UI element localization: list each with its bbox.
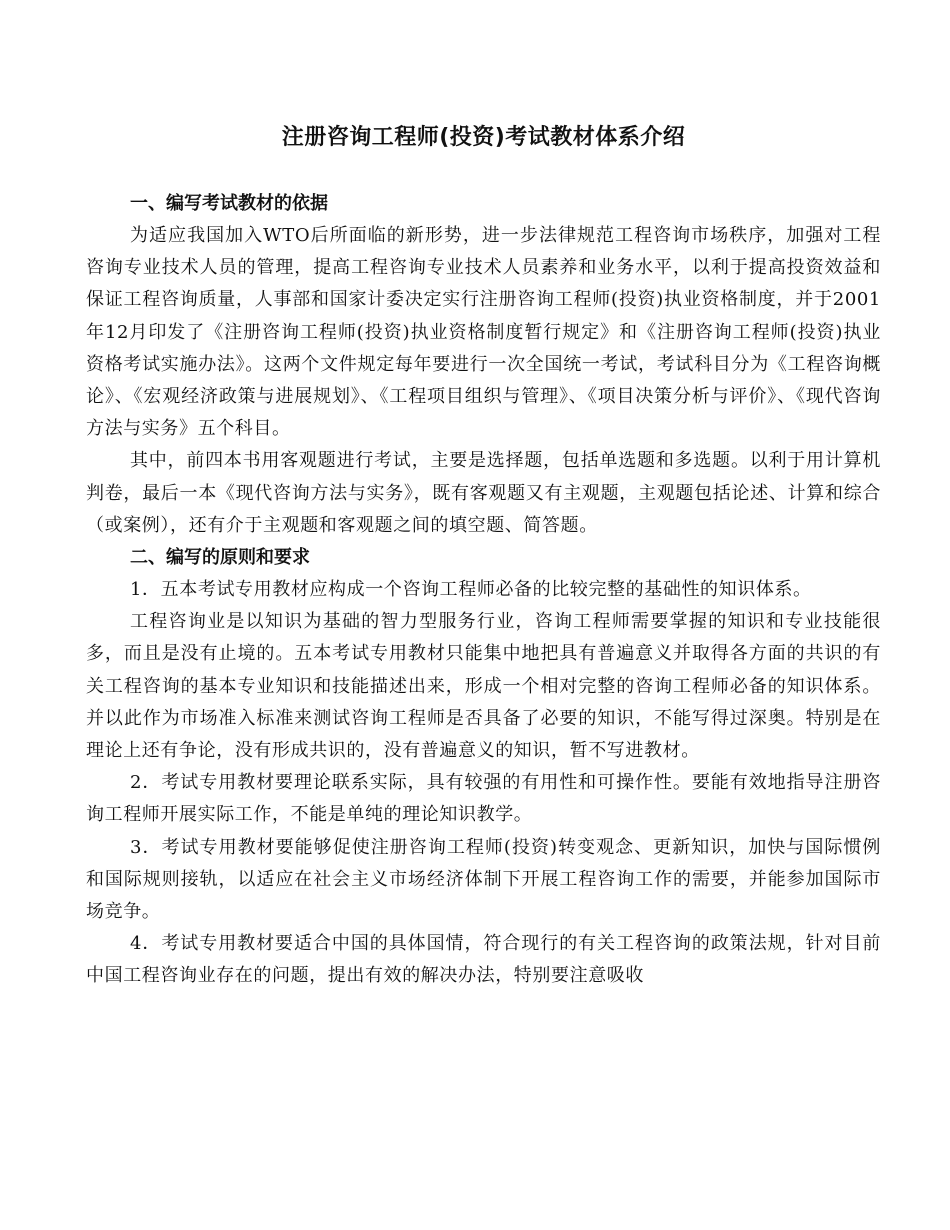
paragraph: 2．考试专用教材要理论联系实际，具有较强的有用性和可操作性。要能有效地指导注册咨询工程师开展实际工作，不能是单纯的理论知识教学。: [86, 772, 881, 826]
section-heading: 二、编写的原则和要求: [130, 547, 310, 569]
section-principles: [86, 542, 881, 993]
paragraph: 其中，前四本书用客观题进行考试，主要是选择题，包括单选题和多选题。以利于用计算机判卷，最后一本《现代咨询方法与实务》，既有客观题又有主观题，主观题包括论述、计算和综合（或案例），还有介于主观题和客观题之间的填空题、简答题。: [86, 450, 881, 536]
paragraph: 3．考试专用教材要能够促使注册咨询工程师(投资)转变观念、更新知识，加快与国际惯例和国际规则接轨，以适应在社会主义市场经济体制下开展工程咨询工作的需要，并能参加国际市场竞争。: [86, 836, 881, 923]
document-page: [86, 118, 881, 993]
paragraph: 1．五本考试专用教材应构成一个咨询工程师必备的比较完整的基础性的知识体系。: [130, 579, 812, 601]
section-heading: 一、编写考试教材的依据: [130, 193, 328, 214]
paragraph: 为适应我国加入WTO后所面临的新形势，进一步法律规范工程咨询市场秩序，加强对工程咨询专业技术人员的管理，提高工程咨询专业技术人员素养和业务水平，以利于提高投资效益和保证工程咨询质量，人事部和国家计委决定实行注册咨询工程师(投资)执业资格制度，并于2001年12月印发了《注册咨询工程师(投资)执业资格制度暂行规定》和《注册咨询工程师(投资)执业资格考试实施办法》。这两个文件规定每年要进行一次全国统一考试，考试科目分为《工程咨询概论》、《宏观经济政策与进展规划》、《工程项目组织与管理》、《项目决策分析与评价》、《现代咨询方法与实务》五个科目。: [86, 225, 881, 440]
section-basis: [86, 188, 881, 542]
paragraph: 工程咨询业是以知识为基础的智力型服务行业，咨询工程师需要掌握的知识和专业技能很多，而且是没有止境的。五本考试专用教材只能集中地把具有普遍意义并取得各方面的共识的有关工程咨询的基本专业知识和技能描述出来，形成一个相对完整的咨询工程师必备的知识体系。并以此作为市场准入标准来测试咨询工程师是否具备了必要的知识，不能写得过深奥。特别是在理论上还有争论，没有形成共识的，没有普遍意义的知识，暂不写进教材。: [86, 611, 881, 762]
document-title: 注册咨询工程师(投资)考试教材体系介绍: [281, 125, 686, 150]
paragraph: 4．考试专用教材要适合中国的具体国情，符合现行的有关工程咨询的政策法规，针对目前中国工程咨询业存在的问题，提出有效的解决办法，特别要注意吸收: [86, 933, 881, 987]
